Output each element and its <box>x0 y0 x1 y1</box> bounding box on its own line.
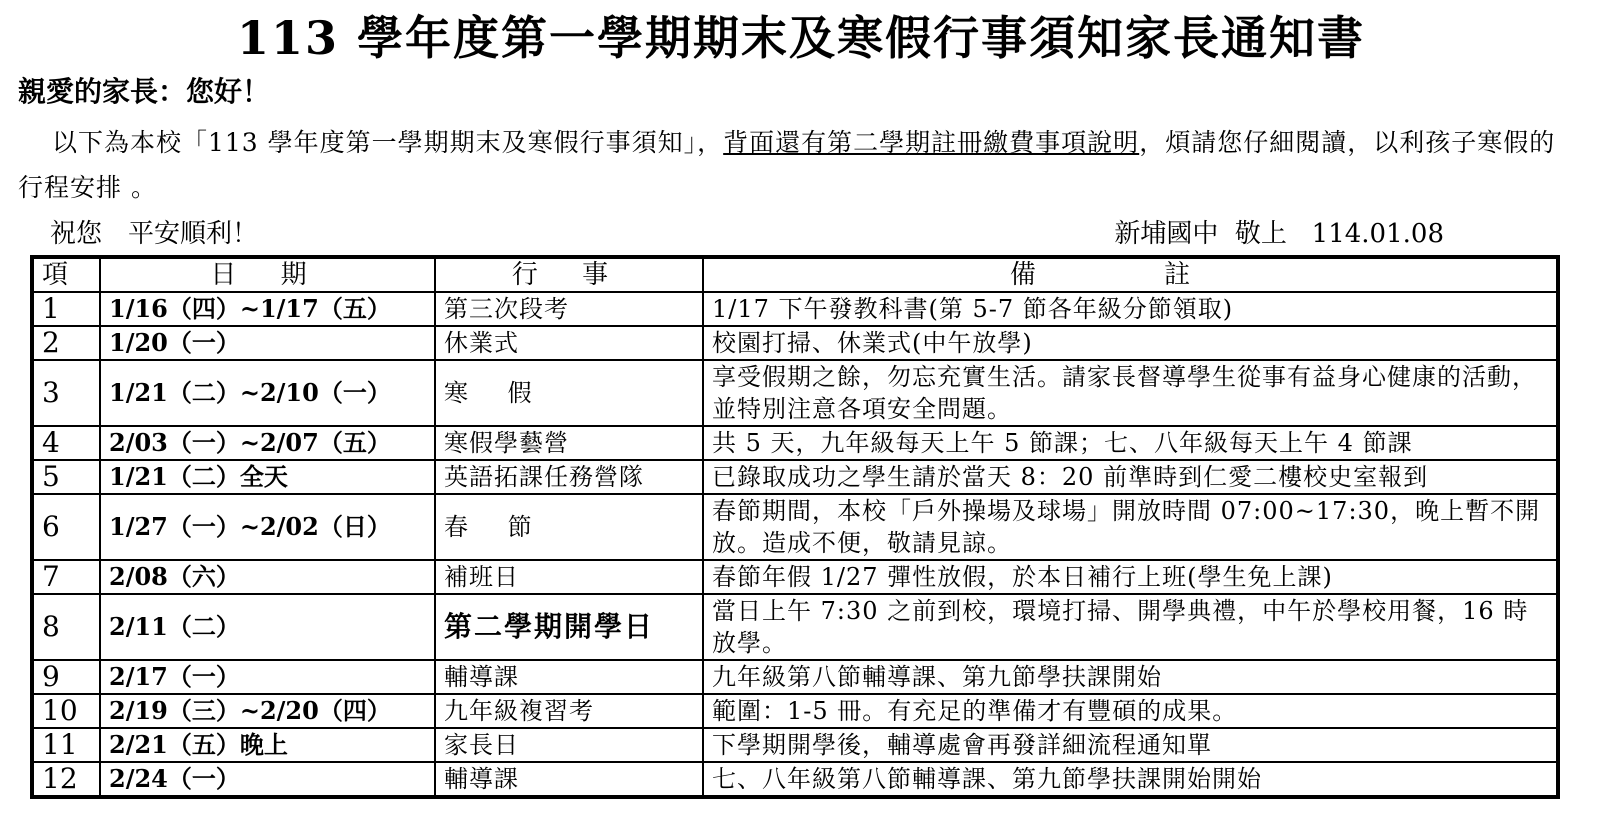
row-date: 2/08（六） <box>100 560 435 594</box>
row-notes: 下學期開學後，輔導處會再發詳細流程通知單 <box>703 728 1556 762</box>
row-no: 5 <box>34 460 100 494</box>
row-notes: 1/17 下午發教科書(第 5-7 節各年級分節領取) <box>703 292 1556 326</box>
table-header-row <box>34 259 1556 292</box>
row-event: 寒 假 <box>435 360 703 426</box>
row-date: 1/16（四）~1/17（五） <box>100 292 435 326</box>
row-date: 2/19（三）~2/20（四） <box>100 694 435 728</box>
row-event: 九年級複習考 <box>435 694 703 728</box>
header-date: 日 期 <box>100 259 435 292</box>
document-title: 113 學年度第一學期期末及寒假行事須知家長通知書 <box>236 11 1366 65</box>
row-notes: 共 5 天，九年級每天上午 5 節課；七、八年級每天上午 4 節課 <box>703 426 1556 460</box>
row-no: 4 <box>34 426 100 460</box>
row-notes: 春節期間，本校「戶外操場及球場」開放時間 07:00~17:30，晚上暫不開放。造成不便，敬請見諒。 <box>703 494 1556 560</box>
closing-wish: 祝您 平安順利！ <box>50 219 259 249</box>
row-notes: 校園打掃、休業式(中午放學) <box>703 326 1556 360</box>
row-event: 第二學期開學日 <box>435 594 703 660</box>
row-no: 12 <box>34 762 100 795</box>
row-no: 9 <box>34 660 100 694</box>
row-date: 2/24（一） <box>100 762 435 795</box>
table-row <box>34 594 1556 660</box>
row-notes: 春節年假 1/27 彈性放假，於本日補行上班(學生免上課) <box>703 560 1556 594</box>
table-row <box>34 494 1556 560</box>
row-event: 補班日 <box>435 560 703 594</box>
intro-text: 以下為本校「113 學年度第一學期期末及寒假行事須知」， <box>52 128 724 157</box>
row-event: 輔導課 <box>435 762 703 795</box>
row-date: 1/21（二）全天 <box>100 460 435 494</box>
row-no: 8 <box>34 594 100 660</box>
row-date: 2/11（二） <box>100 594 435 660</box>
intro-paragraph <box>18 120 1578 210</box>
row-notes: 七、八年級第八節輔導課、第九節學扶課開始開始 <box>703 762 1556 795</box>
row-date: 1/21（二）~2/10（一） <box>100 360 435 426</box>
row-no: 7 <box>34 560 100 594</box>
signature-date: 新埔國中 敬上 114.01.08 <box>1114 219 1444 249</box>
header-no: 項 <box>34 259 100 292</box>
row-no: 6 <box>34 494 100 560</box>
row-notes: 已錄取成功之學生請於當天 8：20 前準時到仁愛二樓校史室報到 <box>703 460 1556 494</box>
row-event: 英語拓課任務營隊 <box>435 460 703 494</box>
row-notes: 九年級第八節輔導課、第九節學扶課開始 <box>703 660 1556 694</box>
row-date: 2/03（一）~2/07（五） <box>100 426 435 460</box>
row-notes: 範圍：1-5 冊。有充足的準備才有豐碩的成果。 <box>703 694 1556 728</box>
table-row <box>34 728 1556 762</box>
row-event: 寒假學藝營 <box>435 426 703 460</box>
row-event: 春 節 <box>435 494 703 560</box>
table-row <box>34 460 1556 494</box>
greeting: 親愛的家長：您好！ <box>18 75 271 108</box>
row-no: 11 <box>34 728 100 762</box>
row-no: 2 <box>34 326 100 360</box>
table-row <box>34 694 1556 728</box>
table-row <box>34 292 1556 326</box>
table-row <box>34 560 1556 594</box>
row-date: 2/21（五）晚上 <box>100 728 435 762</box>
row-date: 1/20（一） <box>100 326 435 360</box>
row-event: 輔導課 <box>435 660 703 694</box>
table-row <box>34 326 1556 360</box>
row-date: 1/27（一）~2/02（日） <box>100 494 435 560</box>
header-notes: 備 註 <box>703 259 1556 292</box>
row-date: 2/17（一） <box>100 660 435 694</box>
schedule-table-frame <box>30 255 1560 799</box>
row-event: 休業式 <box>435 326 703 360</box>
row-notes: 當日上午 7:30 之前到校，環境打掃、開學典禮，中午於學校用餐，16 時放學。 <box>703 594 1556 660</box>
table-row <box>34 360 1556 426</box>
table-row <box>34 660 1556 694</box>
table-row <box>34 762 1556 795</box>
intro-underlined-text: 背面還有第二學期註冊繳費事項說明 <box>723 128 1140 157</box>
row-no: 3 <box>34 360 100 426</box>
row-no: 1 <box>34 292 100 326</box>
row-event: 第三次段考 <box>435 292 703 326</box>
schedule-table <box>34 259 1556 795</box>
header-event: 行 事 <box>435 259 703 292</box>
intro-text-end: ，煩請您仔細閱讀，以利孩子寒假的行程安排 。 <box>18 128 1556 202</box>
table-row <box>34 426 1556 460</box>
row-no: 10 <box>34 694 100 728</box>
row-notes: 享受假期之餘，勿忘充實生活。請家長督導學生從事有益身心健康的活動，並特別注意各項安全問題。 <box>703 360 1556 426</box>
row-event: 家長日 <box>435 728 703 762</box>
